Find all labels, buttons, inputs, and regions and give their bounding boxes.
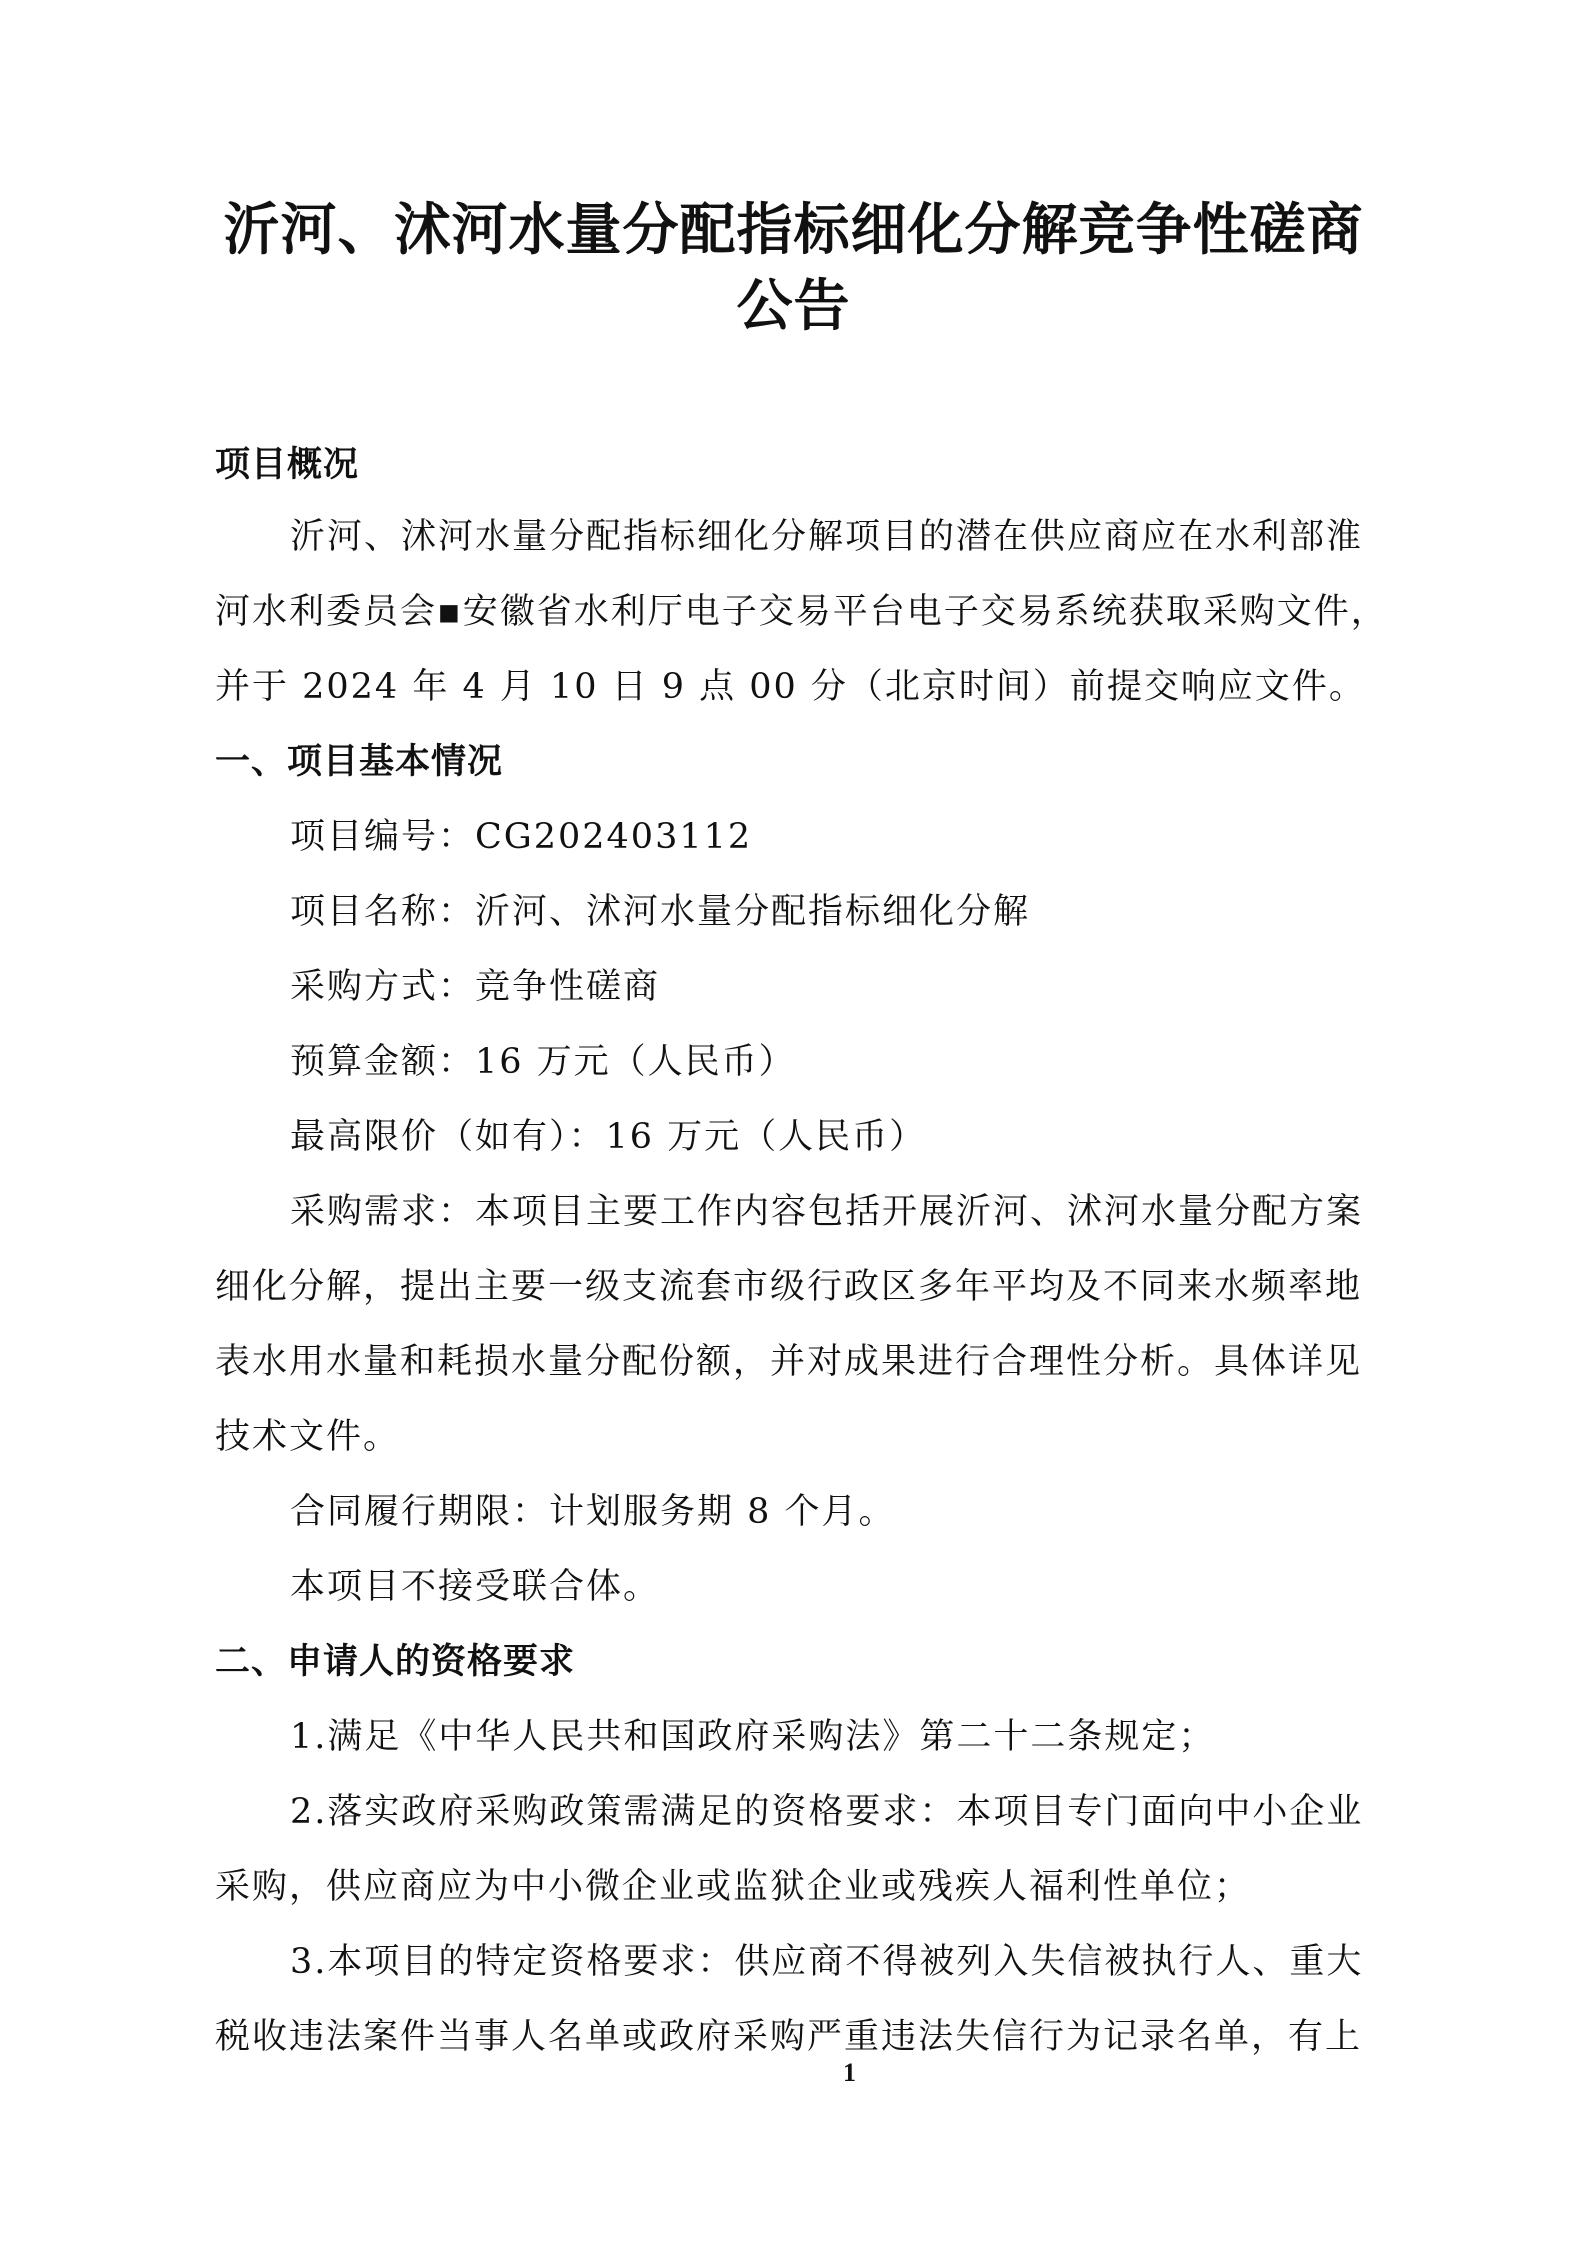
procurement-method-line: 采购方式：竞争性磋商	[290, 967, 661, 1007]
qualification-line-1: 1.满足《中华人民共和国政府采购法》第二十二条规定；	[290, 1717, 1216, 1757]
contract-period-line: 合同履行期限：计划服务期 8 个月。	[290, 1492, 896, 1532]
document-title-line-1: 沂河、沭河水量分配指标细化分解竞争性磋商	[223, 197, 1364, 263]
overview-heading: 项目概况	[215, 445, 360, 485]
consortium-line: 本项目不接受联合体。	[290, 1567, 661, 1607]
requirements-line-2: 细化分解，提出主要一级支流套市级行政区多年平均及不同来水频率地	[215, 1267, 1363, 1307]
overview-line-2: 河水利委员会▪安徽省水利厅电子交易平台电子交易系统获取采购文件，	[215, 592, 1388, 632]
qualification-line-4: 3.本项目的特定资格要求：供应商不得被列入失信被执行人、重大	[290, 1942, 1364, 1982]
overview-line-1: 沂河、沭河水量分配指标细化分解项目的潜在供应商应在水利部淮	[290, 517, 1364, 557]
requirements-line-3: 表水用水量和耗损水量分配份额，并对成果进行合理性分析。具体详见	[215, 1342, 1363, 1382]
requirements-line-1: 采购需求：本项目主要工作内容包括开展沂河、沭河水量分配方案	[290, 1192, 1364, 1232]
max-price-line: 最高限价（如有）：16 万元（人民币）	[290, 1117, 927, 1157]
project-number-line: 项目编号：CG202403112	[290, 817, 753, 857]
section-2-heading: 二、申请人的资格要求	[215, 1642, 576, 1682]
page-number: 1	[843, 2058, 856, 2087]
project-name-line: 项目名称：沂河、沭河水量分配指标细化分解	[290, 892, 1031, 932]
section-1-heading: 一、项目基本情况	[215, 742, 504, 782]
budget-line: 预算金额：16 万元（人民币）	[290, 1042, 796, 1082]
qualification-line-2: 2.落实政府采购政策需满足的资格要求：本项目专门面向中小企业	[290, 1792, 1364, 1832]
requirements-line-4: 技术文件。	[215, 1417, 401, 1457]
qualification-line-3: 采购，供应商应为中小微企业或监狱企业或残疾人福利性单位；	[215, 1867, 1252, 1907]
document-title-line-2: 公告	[736, 273, 851, 339]
qualification-line-5: 税收违法案件当事人名单或政府采购严重违法失信行为记录名单，有上	[215, 2017, 1363, 2057]
overview-line-3: 并于 2024 年 4 月 10 日 9 点 00 分（北京时间）前提交响应文件。	[215, 667, 1366, 707]
